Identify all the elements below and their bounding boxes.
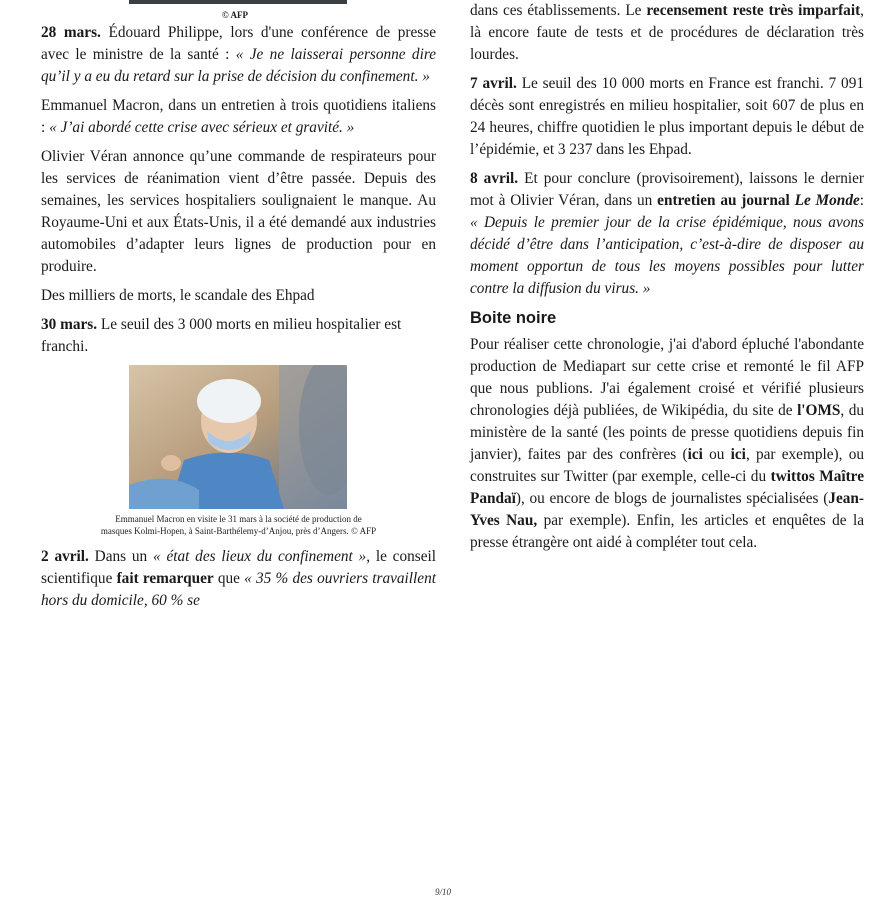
quote: « J’ai abordé cette crise avec sérieux et gravité. »: [49, 119, 355, 136]
quote: « état des lieux du confinement »: [153, 548, 367, 565]
link-oms[interactable]: l'OMS: [797, 402, 841, 419]
page-number: 9/10: [434, 887, 451, 897]
link-ici-1[interactable]: ici: [687, 446, 703, 463]
section-heading: Boite noire: [470, 309, 557, 327]
quote: « Je ne laisserai personne dire qu’il y a eu du retard sur la prise de décision du confinement. »: [41, 46, 436, 85]
macron-photo: [129, 365, 347, 509]
photo-caption: Emmanuel Macron en visite le 31 mars à la société de production de masques Kolmi-Hopen, à Saint-Barthélemy-d’Anjou, près d’Angers. © AFP: [100, 514, 377, 536]
entry-date: 28 mars.: [41, 24, 101, 41]
entry-macron-italiens: Emmanuel Macron, dans un entretien à trois quotidiens italiens : « J’ai abordé cette crise avec sérieux et gravité. »: [41, 97, 436, 136]
entry-respirateurs: Olivier Véran annonce qu’une commande de respirateurs pour les services de réanimation vient d’être passée. Depuis des semaines, les services hospitaliers soulignaient le manque. Au Royaume-Uni et aux États-Unis, il a été demandé aux industries automobiles d’adapter leurs lignes de production pour en produire.: [41, 148, 436, 275]
entry-2-avril: 2 avril. Dans un « état des lieux du confinement », le conseil scientifique fait remarquer que « 35 % des ouvriers travaillent hors du domicile, 60 % se: [41, 548, 436, 609]
link-jean-yves-nau[interactable]: Jean-Yves Nau,: [470, 490, 864, 529]
right-column: [470, 0, 864, 561]
entry-date: 8 avril.: [470, 170, 519, 187]
entry-date: 2 avril.: [41, 548, 89, 565]
entry-date: 7 avril.: [470, 75, 517, 92]
entry-date: 30 mars.: [41, 316, 98, 333]
quote: « Depuis le premier jour de la crise épidémique, nous avons décidé d’être dans l’anticipation, c’est-à-dire de disposer au moment opportun de tous les moyens possibles pour lutter contre la diffusion du virus. »: [470, 214, 864, 297]
figure: [41, 365, 436, 537]
link-twittos[interactable]: twittos Maître Pandaï: [470, 468, 864, 507]
entry-7-avril: 7 avril. Le seuil des 10 000 morts en France est franchi. 7 091 décès sont enregistrés en milieu hospitalier, soit 607 de plus en 24 heures, chiffre quotidien le plus important depuis le début de l’épidémie, et 3 237 dans les Ehpad.: [470, 75, 864, 158]
link-entretien-le-monde[interactable]: entretien au journal Le Monde: [657, 192, 860, 209]
entry-28-mars: 28 mars. Édouard Philippe, lors d'une conférence de presse avec le ministre de la santé : « Je ne laisserai personne dire qu’il y a eu du retard sur la prise de décision du confinement. »: [41, 24, 436, 85]
entry-8-avril: 8 avril. Et pour conclure (provisoirement), laissons le dernier mot à Olivier Véran, dans un entretien au journal Le Monde: « Depuis le premier jour de la crise épidémique, nous avons décidé d’être dans l’anticipation, c’est-à-dire de disposer au moment opportun de tous les moyens possibles pour lutter contre la diffusion du virus. »: [470, 170, 865, 297]
boite-noire-text: Pour réaliser cette chronologie, j'ai d'abord épluché l'abondante production de Mediapart sur cette crise et remonté le fil AFP que nous publions. J'ai également croisé et vérifié plusieurs chronologies déjà publiées, de Wikipédia, du site de l'OMS, du ministère de la santé (les points de presse quotidiens depuis fin janvier), faites par des confrères (ici ou ici, par exemple), ou construites sur Twitter (par exemple, celle-ci du twittos Maître Pandaï), ou encore de blogs de journalistes spécialisées (Jean-Yves Nau, par exemple). Enfin, les articles et enquêtes de la presse étrangère ont aidé à compléter tout cela.: [470, 336, 865, 551]
link-recensement[interactable]: recensement reste très imparfait: [646, 2, 861, 19]
entry-30-mars: 30 mars. Le seuil des 3 000 morts en milieu hospitalier est franchi.: [41, 316, 402, 355]
link-ici-2[interactable]: ici: [730, 446, 746, 463]
left-column: [41, 0, 436, 619]
entry-ehpad-suite: dans ces établissements. Le recensement reste très imparfait, là encore faute de tests et de procédures de déclaration très lourdes.: [470, 2, 864, 63]
link-fait-remarquer[interactable]: fait remarquer: [116, 570, 214, 587]
photo-credit: © AFP: [222, 10, 248, 20]
subheading-ehpad: Des milliers de morts, le scandale des Ehpad: [41, 287, 315, 304]
quote: « 35 % des ouvriers travaillent hors du domicile, 60 % se: [41, 570, 436, 609]
